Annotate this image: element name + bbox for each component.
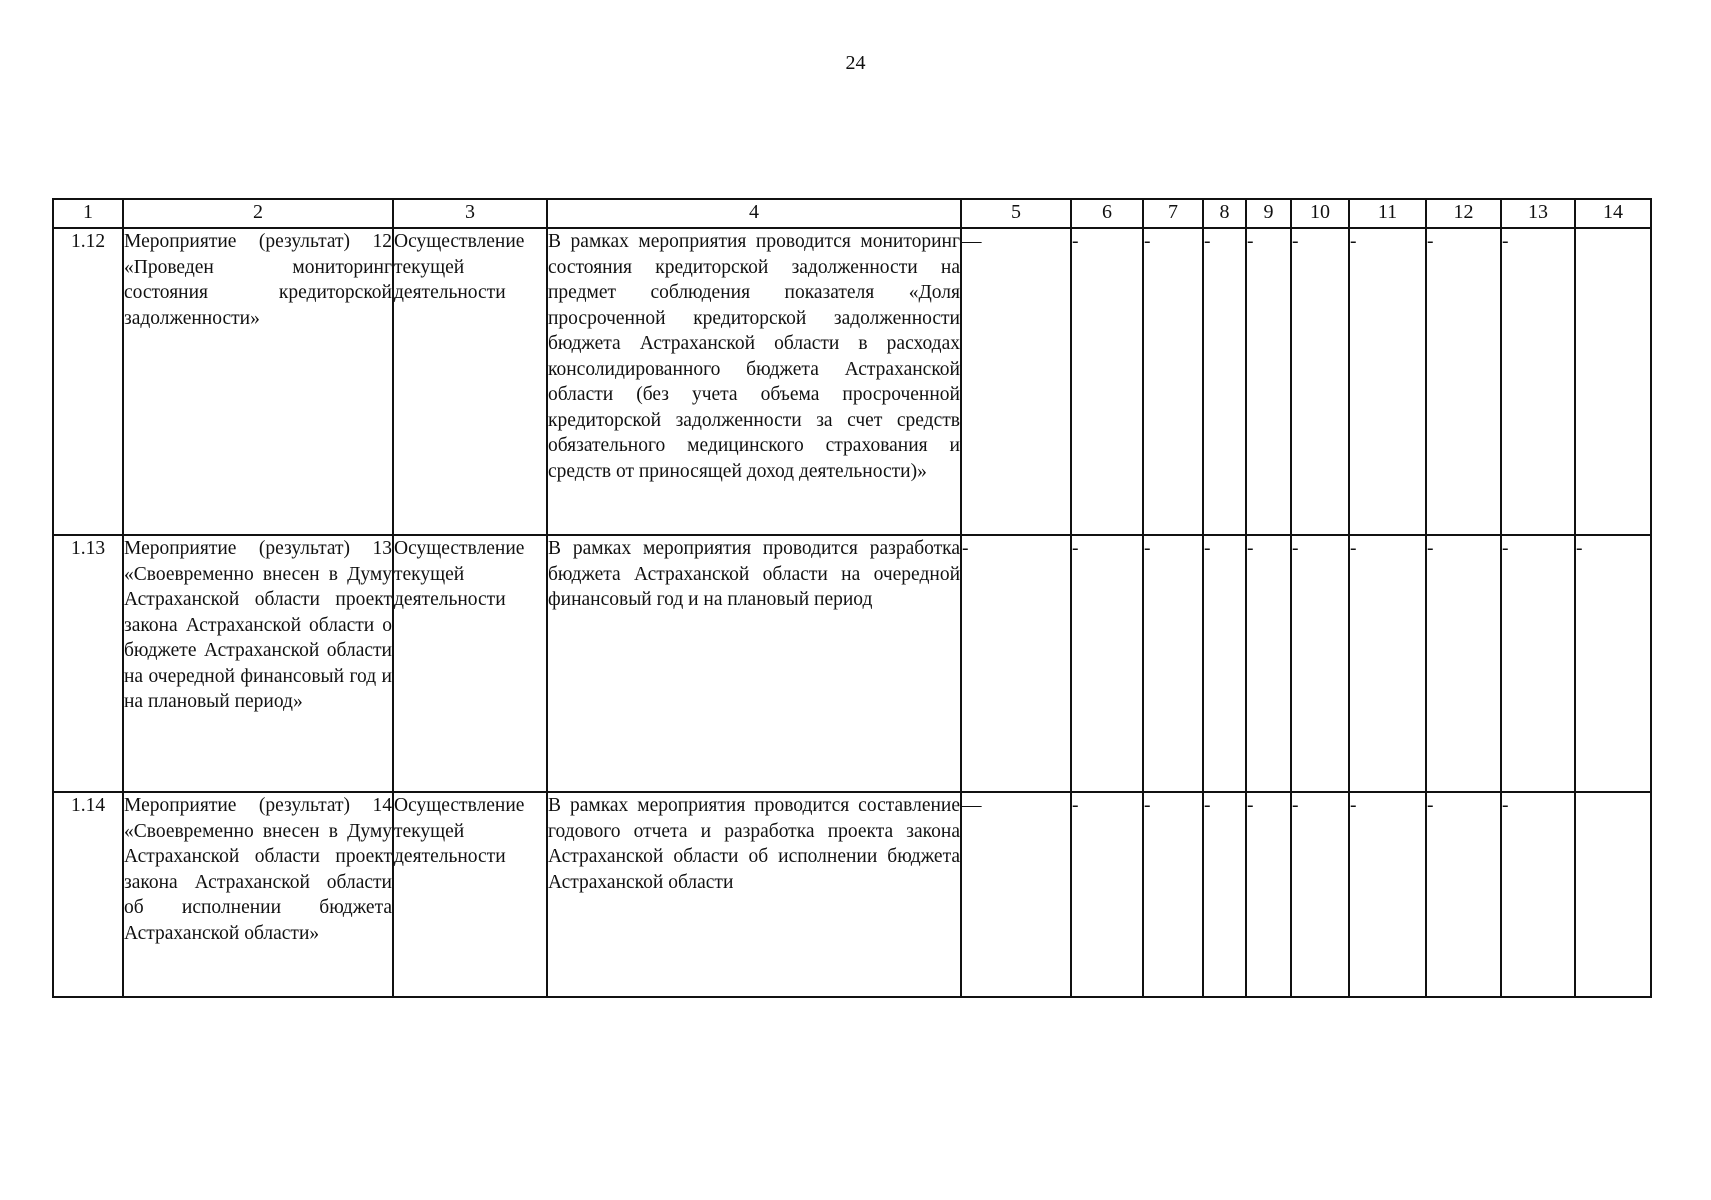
value-cell: -	[1143, 535, 1203, 792]
value-cell: -	[1246, 228, 1291, 535]
measure-description: В рамках мероприятия проводится составление годового отчета и разработка проекта закона Астраханской области об исполнении бюджета Астраханской области	[547, 792, 961, 997]
header-cell: 10	[1291, 199, 1349, 228]
measure-type: Осуществление текущей деятельности	[393, 228, 547, 535]
value-cell: —	[961, 792, 1071, 997]
value-cell: -	[1246, 792, 1291, 997]
header-cell: 9	[1246, 199, 1291, 228]
value-cell: -	[1291, 228, 1349, 535]
header-cell: 1	[53, 199, 123, 228]
header-cell: 14	[1575, 199, 1651, 228]
value-cell: -	[1501, 792, 1575, 997]
measure-name: Мероприятие (результат) 13 «Своевременно внесен в Думу Астраханской области проект закона Астраханской области о бюджете Астраханской области на очередной финансовый год и на плановый период»	[123, 535, 393, 792]
measure-description: В рамках мероприятия проводится мониторинг состояния кредиторской задолженности на предмет соблюдения показателя «Доля просроченной кредиторской задолженности бюджета Астраханской области в расходах консолидированного бюджета Астраханской области (без учета объема просроченной кредиторской задолженности за счет средств обязательного медицинского страхования и средств от приносящей доход деятельности)»	[547, 228, 961, 535]
value-cell	[1575, 228, 1651, 535]
table-row	[53, 535, 1651, 792]
value-cell: —	[961, 228, 1071, 535]
measure-name: Мероприятие (результат) 14 «Своевременно внесен в Думу Астраханской области проект закона Астраханской области об исполнении бюджета Астраханской области»	[123, 792, 393, 997]
value-cell: -	[1426, 535, 1501, 792]
value-cell: -	[1143, 792, 1203, 997]
measure-description: В рамках мероприятия проводится разработка бюджета Астраханской области на очередной финансовый год и на плановый период	[547, 535, 961, 792]
value-cell: -	[1203, 535, 1246, 792]
value-cell: -	[1575, 535, 1651, 792]
header-cell: 2	[123, 199, 393, 228]
row-number: 1.14	[53, 792, 123, 997]
value-cell: -	[1291, 535, 1349, 792]
value-cell: -	[1071, 535, 1143, 792]
value-cell: -	[1071, 228, 1143, 535]
value-cell: -	[1501, 228, 1575, 535]
value-cell: -	[1291, 792, 1349, 997]
value-cell: -	[1203, 228, 1246, 535]
value-cell: -	[961, 535, 1071, 792]
value-cell: -	[1349, 228, 1426, 535]
value-cell: -	[1426, 228, 1501, 535]
table-row	[53, 228, 1651, 535]
page-number: 24	[845, 52, 866, 74]
value-cell: -	[1349, 535, 1426, 792]
header-cell: 6	[1071, 199, 1143, 228]
header-cell: 8	[1203, 199, 1246, 228]
header-cell: 11	[1349, 199, 1426, 228]
header-cell: 12	[1426, 199, 1501, 228]
row-number: 1.12	[53, 228, 123, 535]
measure-type: Осуществление текущей деятельности	[393, 792, 547, 997]
header-cell: 7	[1143, 199, 1203, 228]
measure-name: Мероприятие (результат) 12 «Проведен мониторинг состояния кредиторской задолженности»	[123, 228, 393, 535]
value-cell: -	[1071, 792, 1143, 997]
value-cell	[1575, 792, 1651, 997]
measure-type: Осуществление текущей деятельности	[393, 535, 547, 792]
header-cell: 4	[547, 199, 961, 228]
value-cell: -	[1426, 792, 1501, 997]
header-cell: 5	[961, 199, 1071, 228]
value-cell: -	[1203, 792, 1246, 997]
value-cell: -	[1143, 228, 1203, 535]
value-cell: -	[1349, 792, 1426, 997]
measures-table	[52, 198, 1652, 998]
header-cell: 3	[393, 199, 547, 228]
table-row	[53, 792, 1651, 997]
row-number: 1.13	[53, 535, 123, 792]
header-cell: 13	[1501, 199, 1575, 228]
header-row	[53, 199, 1651, 228]
value-cell: -	[1501, 535, 1575, 792]
value-cell: -	[1246, 535, 1291, 792]
